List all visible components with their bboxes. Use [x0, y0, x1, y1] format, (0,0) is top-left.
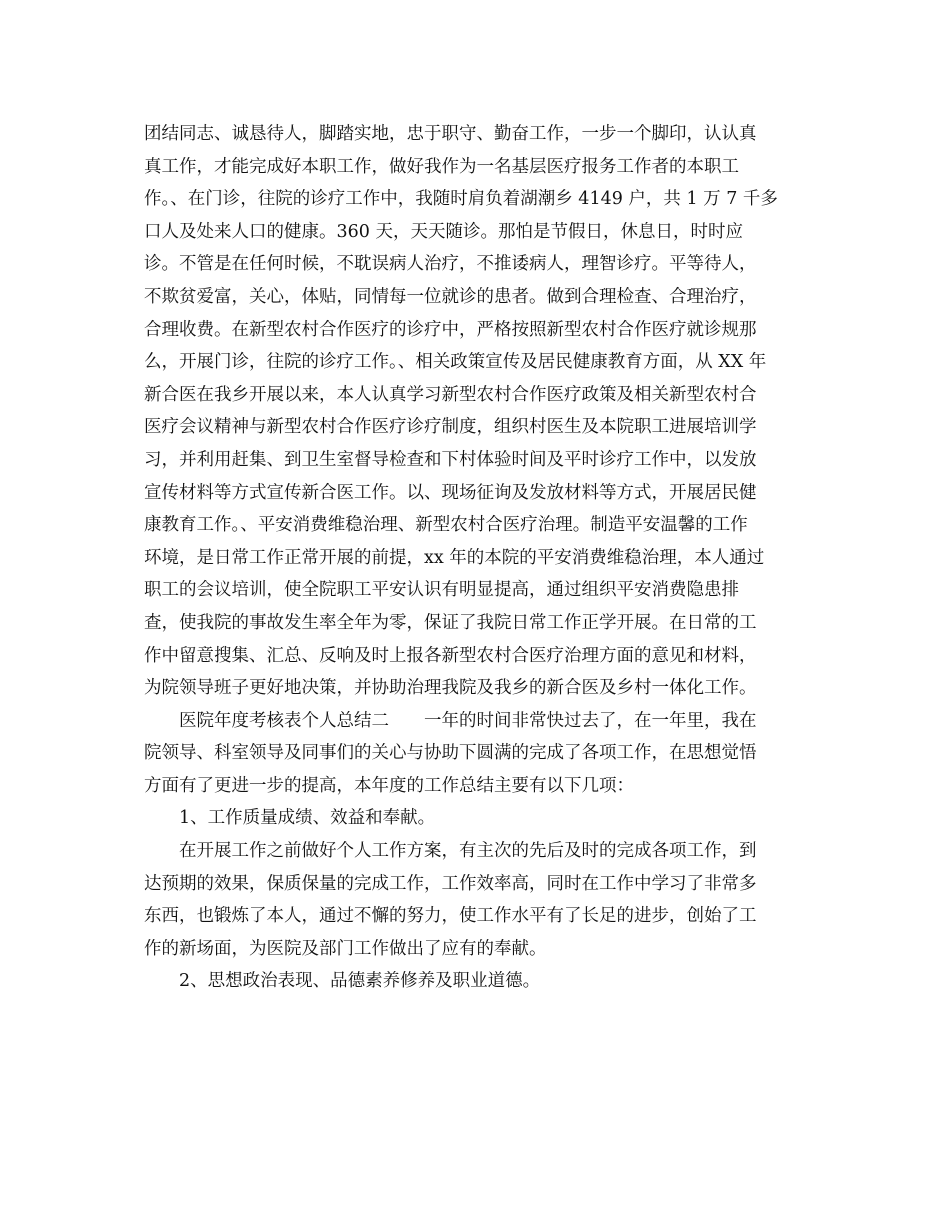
text-line: 医疗会议精神与新型农村合作医疗诊疗制度，组织村医生及本院职工进展培训学	[144, 417, 757, 438]
text-line: 合理收费。在新型农村合作医疗的诊疗中，严格按照新型农村合作医疗就诊规那	[144, 319, 757, 340]
text-line: 达预期的效果，保质保量的完成工作，工作效率高，同时在工作中学习了非常多	[144, 873, 757, 894]
text-line: 宣传材料等方式宣传新合医工作。以、现场征询及发放材料等方式，开展居民健	[144, 482, 757, 503]
text-line: 环境，是日常工作正常开展的前提，xx 年的本院的平安消费维稳治理，本人通过	[144, 547, 765, 568]
document-body	[144, 118, 804, 998]
paragraph-start-line: 在开展工作之前做好个人工作方案，有主次的先后及时的完成各项工作，到	[179, 841, 757, 862]
section-heading-line: 医院年度考核表个人总结二 一年的时间非常快过去了，在一年里，我在	[179, 710, 757, 731]
text-line: 院领导、科室领导及同事们的关心与协助下圆满的完成了各项工作，在思想觉悟	[144, 743, 757, 764]
text-line: 东西，也锻炼了本人，通过不懈的努力，使工作水平有了长足的进步，创始了工	[144, 906, 757, 927]
text-line: 查，使我院的事故发生率全年为零，保证了我院日常工作正学开展。在日常的工	[144, 612, 757, 633]
text-line: 团结同志、诚恳待人，脚踏实地，忠于职守、勤奋工作，一步一个脚印，认认真	[144, 124, 757, 144]
text-line: 诊。不管是在任何时候，不耽误病人治疗，不推诿病人，理智诊疗。平等待人，	[144, 254, 757, 275]
text-line: 作的新场面，为医院及部门工作做出了应有的奉献。	[144, 938, 547, 959]
text-line: 作中留意搜集、汇总、反响及时上报各新型农村合医疗治理方面的意见和材料，	[144, 645, 757, 666]
text-line: 么，开展门诊，往院的诊疗工作。、相关政策宣传及居民健康教育方面，从 XX 年	[144, 352, 767, 373]
text-line: 不欺贫爱富，关心，体贴，同情每一位就诊的患者。做到合理检查、合理治疗，	[144, 286, 757, 307]
text-line: 为院领导班子更好地决策，并协助治理我院及我乡的新合医及乡村一体化工作。	[144, 678, 757, 699]
text-line: 职工的会议培训，使全院职工平安认识有明显提高，通过组织平安消费隐患排	[144, 580, 739, 601]
numbered-heading-1: 1、工作质量成绩、效益和奉献。	[179, 808, 436, 829]
text-line: 口人及处来人口的健康。360 天，天天随诊。那怕是节假日，休息日，时时应	[144, 221, 743, 242]
text-line: 真工作，才能完成好本职工作，做好我作为一名基层医疗报务工作者的本职工	[144, 156, 739, 177]
text-line: 康教育工作。、平安消费维稳治理、新型农村合医疗治理。制造平安温馨的工作	[144, 515, 748, 536]
text-line: 作。、在门诊，往院的诊疗工作中，我随时肩负着湖潮乡 4149 户，共 1 万 7 千多	[144, 189, 778, 210]
text-line: 习，并利用赶集、到卫生室督导检查和下村体验时间及平时诊疗工作中，以发放	[144, 449, 757, 470]
text-line: 新合医在我乡开展以来，本人认真学习新型农村合作医疗政策及相关新型农村合	[144, 384, 757, 405]
numbered-heading-2: 2、思想政治表现、品德素养修养及职业道德。	[179, 971, 541, 992]
text-line: 方面有了更进一步的提高，本年度的工作总结主要有以下几项：	[144, 775, 634, 796]
